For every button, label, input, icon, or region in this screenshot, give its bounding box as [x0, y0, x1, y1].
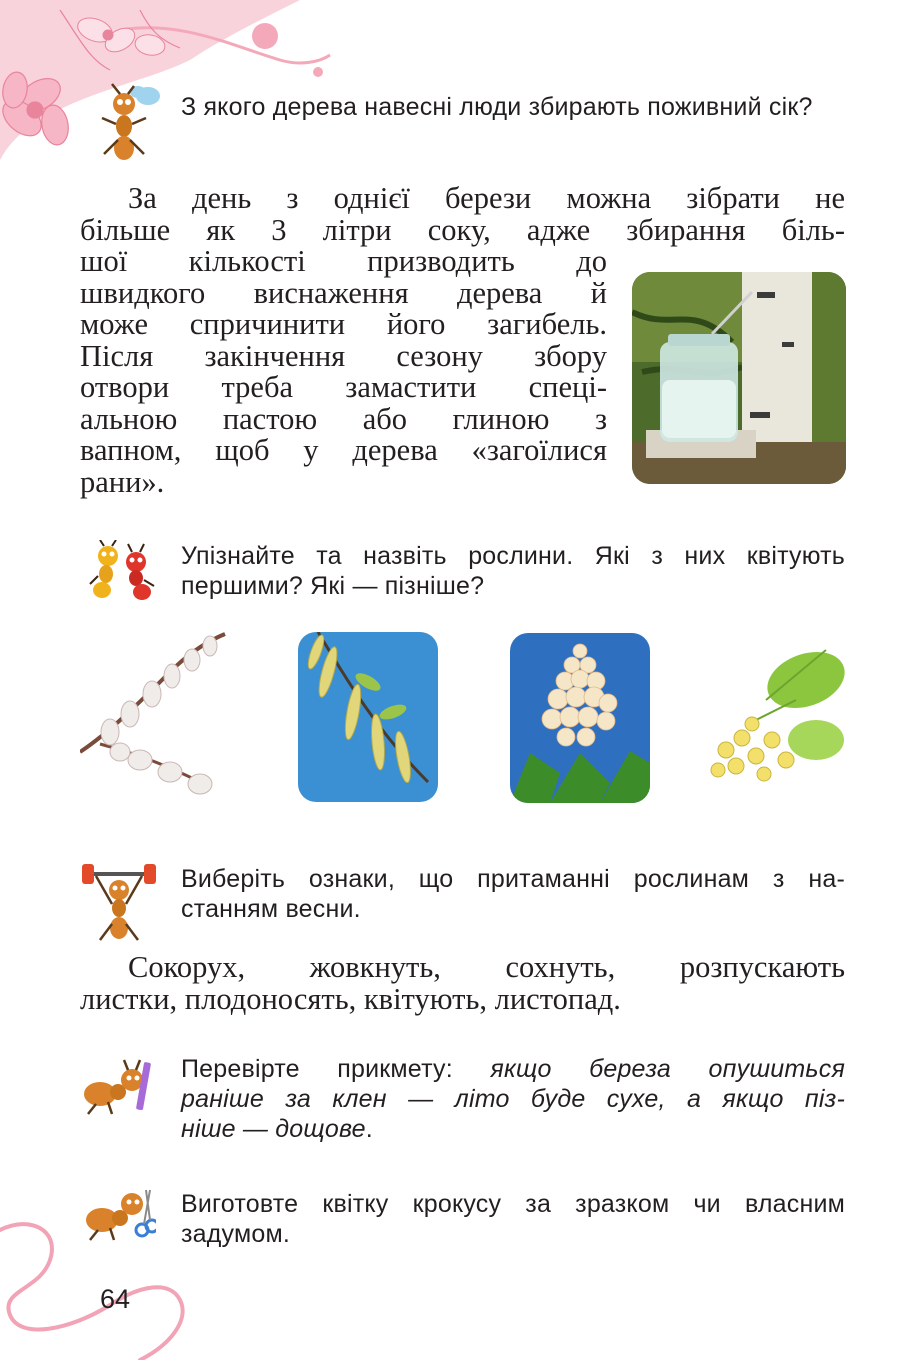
chestnut-blossom-photo — [510, 633, 650, 803]
paragraph-line-1: За день з однієї берези можна зібрати не — [128, 181, 845, 215]
task-check-sign-text — [181, 1054, 845, 1144]
question-text: З якого дерева навесні люди збирають поживний сік? — [181, 93, 813, 121]
paragraph-line-7: отвори треба замастити спеці- — [80, 370, 607, 404]
paragraph-line-5: може спричинити його загибель. — [80, 307, 607, 341]
task-check-sign-line-3: ніше — дощове. — [181, 1115, 373, 1143]
pink-swirl-decoration — [0, 1210, 190, 1360]
paragraph-line-9: вапном, щоб у дерева «загоїлися — [80, 433, 607, 467]
question-ant-icon — [90, 82, 162, 164]
willow-catkins-photo — [80, 632, 228, 802]
page-number: 64 — [100, 1284, 131, 1314]
task-signs-text — [181, 864, 845, 924]
paragraph-signs-line-2: листки, плодоносять, квітують, листопад. — [80, 981, 621, 1016]
task-crocus-line-1: Виготовте квітку крокусу за зразком чи власним — [181, 1190, 845, 1218]
paragraph-line-3: шої кількості призводить до — [80, 244, 607, 278]
willow-catkins-blue-photo — [298, 632, 438, 802]
paragraph-birch-sap-narrow — [80, 246, 607, 498]
writing-ant-icon — [82, 1056, 154, 1118]
paragraph-signs — [80, 952, 845, 1015]
task-plants-line-2: першими? Які — пізніше? — [181, 572, 485, 600]
task-signs-line-1: Виберіть ознаки, що притаманні рослинам з на- — [181, 865, 845, 893]
task-check-sign-line-2: раніше за клен — літо буде сухе, а якщо піз- — [181, 1085, 845, 1113]
paragraph-birch-sap — [80, 183, 845, 246]
task-check-sign-line-1: Перевірте прикмету: якщо береза опушиться — [181, 1055, 845, 1083]
birch-sap-jar-photo — [632, 272, 846, 484]
task-plants-text — [181, 541, 845, 601]
task-plants-line-1: Упізнайте та назвіть рослини. Які з них квітують — [181, 542, 845, 570]
paragraph-line-10: рани». — [80, 464, 165, 499]
paragraph-signs-line-1: Сокорух, жовкнуть, сохнуть, розпускають — [128, 950, 845, 984]
task-crocus-line-2: задумом. — [181, 1220, 290, 1248]
floral-corner-decoration — [0, 0, 360, 170]
paragraph-line-2: більше як 3 літри соку, адже збирання біль- — [80, 212, 845, 247]
paragraph-line-8: альною пастою або глиною з — [80, 401, 607, 436]
task-signs-line-2: станням весни. — [181, 895, 361, 923]
two-ants-icon — [86, 540, 160, 602]
paragraph-line-6: Після закінчення сезону збору — [80, 338, 607, 373]
weightlifter-ant-icon — [82, 864, 156, 944]
paragraph-line-4: швидкого виснаження дерева й — [80, 275, 607, 310]
task-crocus-text — [181, 1189, 845, 1249]
linden-blossom-photo — [706, 640, 846, 790]
